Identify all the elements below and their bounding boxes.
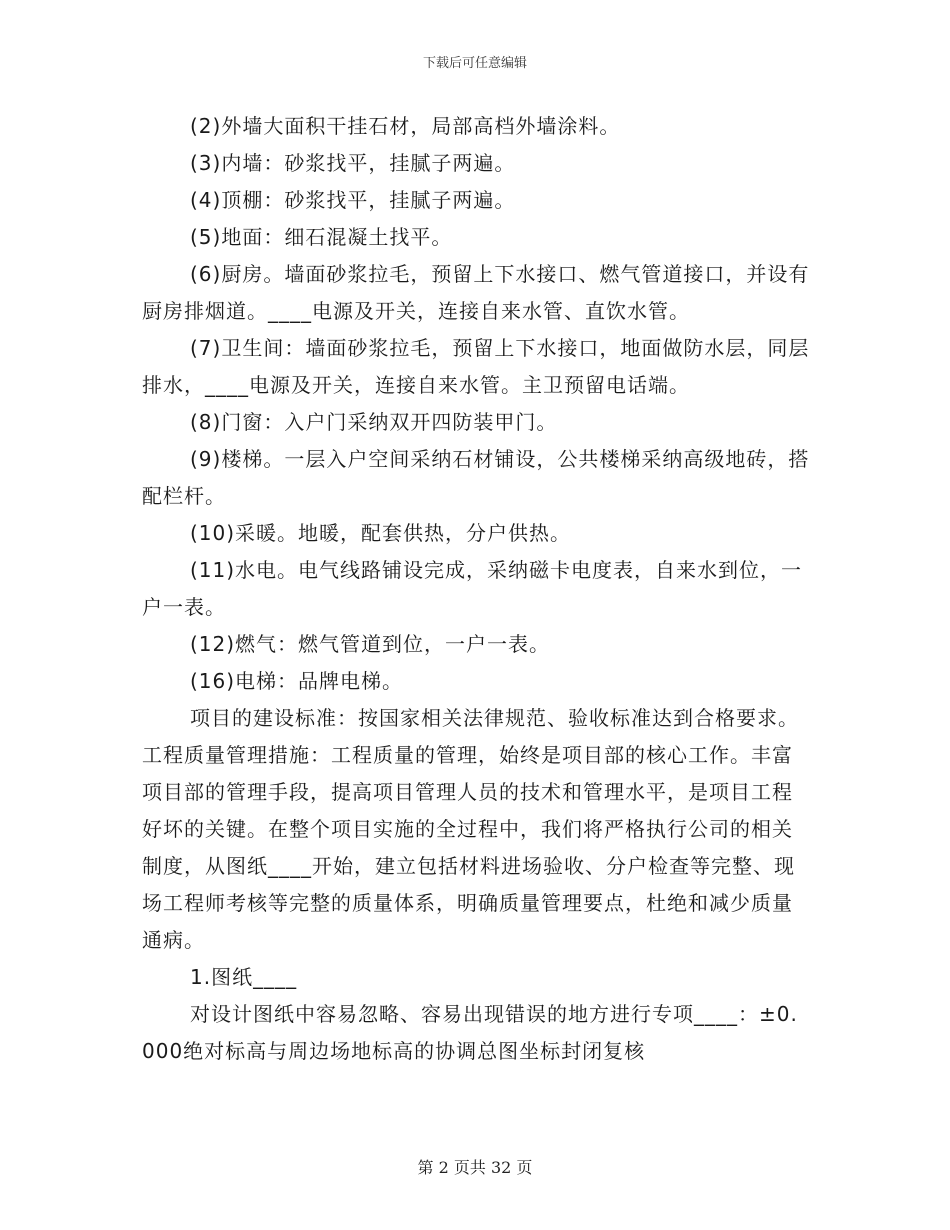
paragraph: (16)电梯：品牌电梯。 [190, 669, 404, 693]
paragraph: 项目的建设标准：按国家相关法律规范、验收标准达到合格要求。工程质量管理措施：工程质量的管理，始终是项目部的核心工作。丰富项目部的管理手段，提高项目管理人员的技术和管理水平，是项目工程好坏的关键。在整个项目实施的全过程中，我们将严格执行公司的相关制度，从图纸____开始，建立包括材料进场验收、分户检查等完整、现场工程师考核等完整的质量体系，明确质量管理要点，杜绝和减少质量通病。 [142, 706, 799, 952]
page-header: 下载后可任意编辑 [422, 56, 527, 71]
document-body [142, 108, 810, 1070]
paragraph: (4)顶棚：砂浆找平，挂腻子两遍。 [190, 188, 516, 212]
paragraph: (10)采暖。地暖，配套供热，分户供热。 [190, 521, 572, 545]
paragraph: 对设计图纸中容易忽略、容易出现错误的地方进行专项____：±0.000绝对标高与周边场地标高的协调总图坐标封闭复核 [142, 1002, 798, 1063]
paragraph: (5)地面：细石混凝土找平。 [190, 225, 453, 249]
paragraph: 1.图纸____ [190, 965, 298, 989]
paragraph: (8)门窗：入户门采纳双开四防装甲门。 [190, 410, 558, 434]
paragraph: (3)内墙：砂浆找平，挂腻子两遍。 [190, 151, 516, 175]
paragraph: (6)厨房。墙面砂浆拉毛，预留上下水接口、燃气管道接口，并设有厨房排烟道。____电源及开关，连接自来水管、直饮水管。 [142, 262, 810, 323]
paragraph: (11)水电。电气线路铺设完成，采纳磁卡电度表，自来水到位，一户一表。 [142, 558, 803, 619]
paragraph: (7)卫生间：墙面砂浆拉毛，预留上下水接口，地面做防水层，同层排水，____电源及开关，连接自来水管。主卫预留电话端。 [142, 336, 810, 397]
paragraph: (9)楼梯。一层入户空间采纳石材铺设，公共楼梯采纳高级地砖，搭配栏杆。 [142, 447, 810, 508]
paragraph: (12)燃气：燃气管道到位，一户一表。 [190, 632, 551, 656]
paragraph: (2)外墙大面积干挂石材，局部高档外墙涂料。 [190, 114, 621, 138]
page-footer: 第 2 页共 32 页 [417, 1158, 533, 1177]
